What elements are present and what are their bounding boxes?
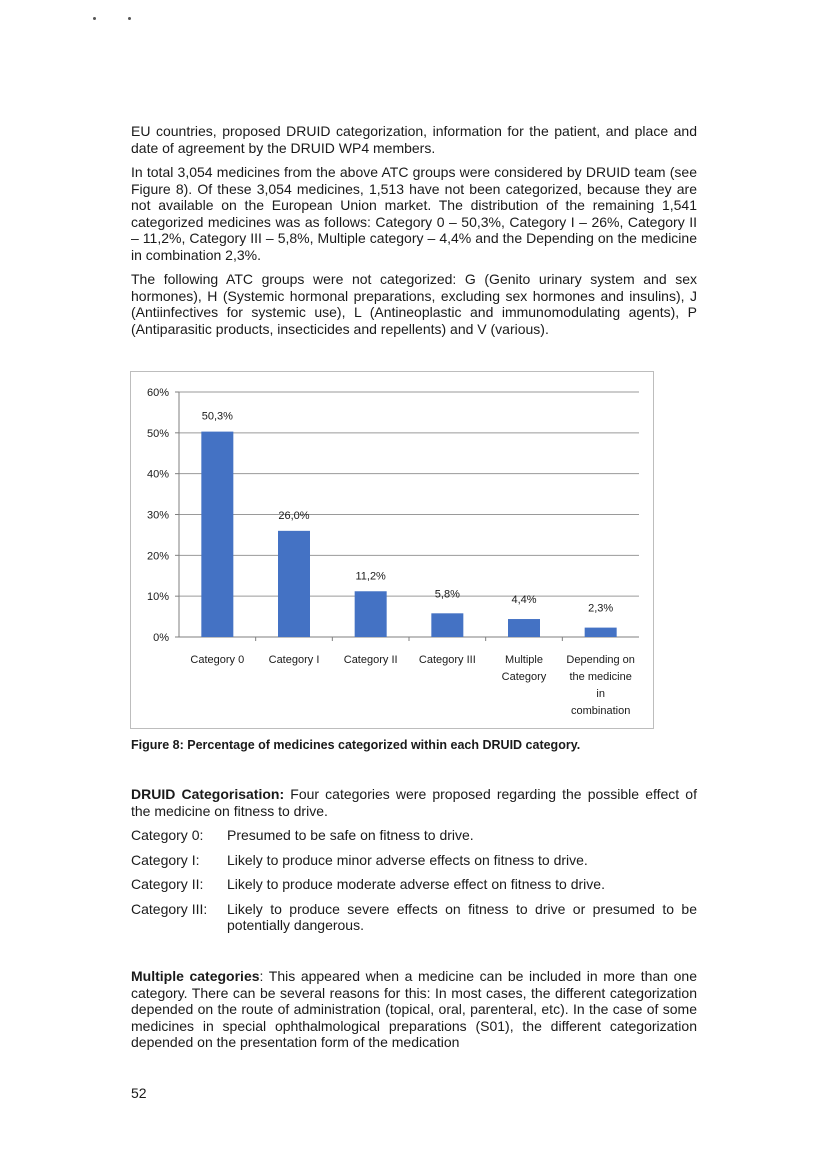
x-tick-label: Category II <box>343 654 398 666</box>
x-tick-label: in <box>596 688 605 700</box>
intro-paragraph-1: EU countries, proposed DRUID categorization, information for the patient, and place and date of agreement by the DRUID WP4 members. <box>131 123 697 156</box>
druid-intro-text: Four categories were proposed regarding the possible effect of the medicine on fitness to drive. <box>131 786 697 819</box>
x-tick-label: the medicine <box>569 671 632 683</box>
data-label: 11,2% <box>355 570 386 583</box>
figure-caption: Figure 8: Percentage of medicines categorized within each DRUID category. <box>131 738 581 752</box>
druid-intro-paragraph <box>131 786 697 819</box>
y-tick-label: 30% <box>146 509 169 522</box>
category-3-row <box>131 901 697 934</box>
x-tick-label: combination <box>571 705 631 717</box>
druid-categorisation-section <box>131 786 697 942</box>
category-0-key: Category 0: <box>131 827 204 843</box>
bar <box>201 432 233 637</box>
y-tick-label: 10% <box>146 591 169 604</box>
y-tick-label: 20% <box>146 550 169 563</box>
data-label: 5,8% <box>434 588 460 601</box>
y-tick-label: 60% <box>146 387 169 399</box>
intro-paragraph-2: In total 3,054 medicines from the above ATC groups were considered by DRUID team (see Figure 8). Of these 3,054 medicines, 1,513 have not been categorized, because they are not available on the European Union market. The distribution of the remaining 1,541 categorized medicines was as follows: Category 0 – 50,3%, Category I – 26%, Category II – 11,2%, Category III – 5,8%, Multiple category – 4,4% and the Depending on the medicine in combination 2,3%. <box>131 164 697 263</box>
y-tick-label: 40% <box>146 468 169 481</box>
category-1-desc: Likely to produce minor adverse effects on fitness to drive. <box>227 851 588 868</box>
category-1-row <box>131 852 697 869</box>
bar <box>508 619 540 637</box>
y-tick-label: 0% <box>153 632 169 644</box>
data-label: 26,0% <box>278 509 310 522</box>
multiple-categories-heading: Multiple categories <box>131 968 260 984</box>
x-tick-label: Category <box>501 671 547 683</box>
category-1-key: Category I: <box>131 851 200 868</box>
multiple-categories-section <box>131 968 697 1059</box>
intro-paragraph-3: The following ATC groups were not categorized: G (Genito urinary system and sex hormones), H (Systemic hormonal preparations, excluding sex hormones and insulins), J (Antiinfectives for systemic use), L (Antineoplastic and immunomodulating agents), P (Antiparasitic products, insecticides and repellents) and V (various). <box>131 271 697 337</box>
intro-section <box>131 123 697 345</box>
x-tick-label: Category 0 <box>190 654 245 666</box>
category-2-desc: Likely to produce moderate adverse effect on fitness to drive. <box>227 876 605 892</box>
x-tick-label: Category III <box>418 654 476 666</box>
multiple-categories-paragraph <box>131 968 697 1051</box>
bar <box>278 531 310 637</box>
scan-speck <box>93 17 96 20</box>
category-0-row <box>131 827 697 844</box>
figure-8-chart <box>130 371 654 729</box>
x-tick-label: Multiple <box>505 654 543 666</box>
category-3-key: Category III: <box>131 900 208 917</box>
data-label: 50,3% <box>201 410 233 423</box>
data-label: 4,4% <box>511 594 537 607</box>
scan-speck <box>128 17 131 20</box>
category-0-desc: Presumed to be safe on fitness to drive. <box>227 827 474 843</box>
category-2-row <box>131 876 697 893</box>
category-3-desc: Likely to produce severe effects on fitness to drive or presumed to be potentially dangerous. <box>227 900 697 933</box>
bar <box>431 613 463 637</box>
data-label: 2,3% <box>588 602 614 615</box>
x-tick-label: Depending on <box>566 654 635 666</box>
x-tick-label: Category I <box>268 654 320 666</box>
bar <box>355 591 387 637</box>
druid-heading: DRUID Categorisation: <box>131 786 285 802</box>
multiple-categories-text: : This appeared when a medicine can be included in more than one category. There can be several reasons for this: In most cases, the different categorization depended on the route of administration (topical, oral, parenteral, etc). In the case of some medicines in special ophthalmological preparations (S01), the different categorization depended on the presentation form of the medication <box>131 968 698 1050</box>
page-number: 52 <box>131 1085 147 1101</box>
y-tick-label: 50% <box>146 427 169 440</box>
bar <box>585 628 617 637</box>
category-2-key: Category II: <box>131 876 204 892</box>
bar-chart-svg <box>131 372 653 728</box>
